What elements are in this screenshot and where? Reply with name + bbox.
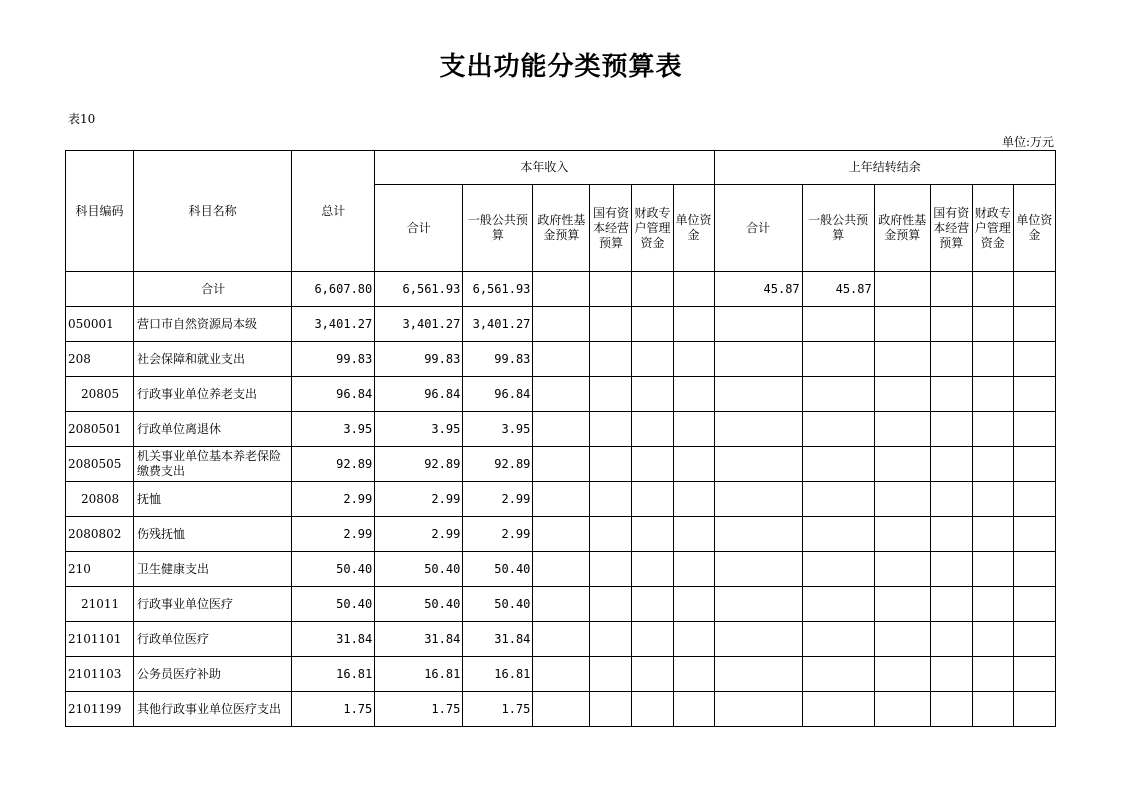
cell-ty-general: 2.99 [463,482,533,517]
cell-name: 合计 [134,272,292,307]
cell-ty-fiscal-special [632,342,673,377]
cell-ty-general: 16.81 [463,657,533,692]
cell-ly-gov-fund [874,692,930,727]
cell-ty-fiscal-special [632,657,673,692]
cell-ly-general [802,447,874,482]
cell-ly-gov-fund [874,342,930,377]
cell-ly-fiscal-special [972,342,1013,377]
cell-ty-state-capital [590,412,632,447]
cell-total: 2.99 [292,517,375,552]
cell-code: 2080505 [66,447,134,482]
cell-ly-gov-fund [874,657,930,692]
cell-ty-unit-fund [673,412,714,447]
cell-ly-state-capital [930,482,972,517]
cell-ly-unit-fund [1013,657,1055,692]
cell-ly-subtotal [714,307,802,342]
cell-ty-gov-fund [533,482,590,517]
table-row [66,692,1056,727]
cell-name: 伤残抚恤 [134,517,292,552]
cell-ty-general: 31.84 [463,622,533,657]
cell-ty-general: 99.83 [463,342,533,377]
cell-name: 其他行政事业单位医疗支出 [134,692,292,727]
cell-ty-gov-fund [533,342,590,377]
header-ly-state-capital: 国有资本经营预算 [930,185,972,272]
cell-ly-state-capital [930,657,972,692]
table-row [66,552,1056,587]
cell-code: 2101103 [66,657,134,692]
cell-ly-unit-fund [1013,517,1055,552]
cell-ly-subtotal [714,552,802,587]
cell-total: 6,607.80 [292,272,375,307]
cell-ly-general [802,342,874,377]
cell-ty-gov-fund [533,447,590,482]
header-ty-gov-fund: 政府性基金预算 [533,185,590,272]
cell-code: 2080802 [66,517,134,552]
cell-code: 208 [66,342,134,377]
cell-ty-fiscal-special [632,412,673,447]
cell-ly-fiscal-special [972,272,1013,307]
cell-name: 营口市自然资源局本级 [134,307,292,342]
cell-ly-fiscal-special [972,482,1013,517]
cell-name: 社会保障和就业支出 [134,342,292,377]
cell-ty-unit-fund [673,587,714,622]
cell-ly-state-capital [930,622,972,657]
cell-ty-subtotal: 16.81 [375,657,463,692]
cell-total: 31.84 [292,622,375,657]
cell-ty-gov-fund [533,517,590,552]
cell-ty-state-capital [590,342,632,377]
cell-ty-state-capital [590,377,632,412]
cell-total: 3,401.27 [292,307,375,342]
cell-ty-state-capital [590,587,632,622]
cell-ty-fiscal-special [632,272,673,307]
cell-ty-unit-fund [673,272,714,307]
cell-ly-unit-fund [1013,587,1055,622]
table-row [66,517,1056,552]
cell-ty-unit-fund [673,692,714,727]
cell-ty-state-capital [590,482,632,517]
cell-ly-state-capital [930,552,972,587]
cell-ly-gov-fund [874,552,930,587]
cell-ty-gov-fund [533,692,590,727]
cell-ty-fiscal-special [632,482,673,517]
cell-ty-general: 2.99 [463,517,533,552]
cell-ly-gov-fund [874,447,930,482]
cell-ty-unit-fund [673,517,714,552]
table-row [66,622,1056,657]
cell-ly-subtotal [714,342,802,377]
cell-ly-unit-fund [1013,692,1055,727]
cell-ly-subtotal [714,447,802,482]
cell-ty-state-capital [590,622,632,657]
cell-code: 210 [66,552,134,587]
cell-ly-subtotal [714,377,802,412]
table-row [66,272,1056,307]
table-row [66,412,1056,447]
cell-ly-gov-fund [874,272,930,307]
cell-ty-state-capital [590,657,632,692]
cell-ly-gov-fund [874,622,930,657]
cell-ly-fiscal-special [972,447,1013,482]
cell-ty-fiscal-special [632,447,673,482]
cell-ty-subtotal: 3.95 [375,412,463,447]
cell-ty-general: 96.84 [463,377,533,412]
cell-ty-fiscal-special [632,587,673,622]
table-number: 表10 [68,112,96,126]
cell-ty-subtotal: 3,401.27 [375,307,463,342]
table-row [66,587,1056,622]
cell-ty-general: 6,561.93 [463,272,533,307]
cell-ly-general [802,377,874,412]
cell-ly-state-capital [930,307,972,342]
cell-ty-state-capital [590,272,632,307]
cell-ly-subtotal [714,657,802,692]
table-row [66,377,1056,412]
cell-total: 2.99 [292,482,375,517]
cell-ty-gov-fund [533,272,590,307]
cell-ly-state-capital [930,342,972,377]
header-last-year: 上年结转结余 [714,151,1055,185]
cell-ty-gov-fund [533,657,590,692]
cell-ly-state-capital [930,692,972,727]
cell-ty-subtotal: 31.84 [375,622,463,657]
cell-ly-state-capital [930,412,972,447]
cell-ty-unit-fund [673,657,714,692]
header-this-year: 本年收入 [375,151,714,185]
header-ty-subtotal: 合计 [375,185,463,272]
cell-code: 2101199 [66,692,134,727]
cell-ty-unit-fund [673,482,714,517]
cell-ly-subtotal [714,587,802,622]
budget-table [65,150,1056,727]
cell-ty-general: 3,401.27 [463,307,533,342]
header-ty-fiscal-special: 财政专户管理资金 [632,185,673,272]
cell-ly-fiscal-special [972,517,1013,552]
cell-ty-subtotal: 2.99 [375,517,463,552]
cell-ly-state-capital [930,272,972,307]
cell-ty-unit-fund [673,342,714,377]
cell-ty-unit-fund [673,552,714,587]
cell-ly-general [802,692,874,727]
cell-ty-subtotal: 1.75 [375,692,463,727]
cell-ty-subtotal: 2.99 [375,482,463,517]
cell-name: 抚恤 [134,482,292,517]
cell-ty-subtotal: 99.83 [375,342,463,377]
cell-ty-subtotal: 50.40 [375,587,463,622]
cell-name: 行政事业单位养老支出 [134,377,292,412]
header-ty-state-capital: 国有资本经营预算 [590,185,632,272]
table-row [66,342,1056,377]
cell-ty-gov-fund [533,552,590,587]
cell-ly-unit-fund [1013,377,1055,412]
table-row [66,447,1056,482]
table-row [66,482,1056,517]
unit-label: 单位:万元 [1001,135,1054,149]
header-code: 科目编码 [66,151,134,272]
cell-ly-general [802,552,874,587]
cell-ty-state-capital [590,692,632,727]
cell-ty-unit-fund [673,377,714,412]
header-name: 科目名称 [134,151,292,272]
table-row [66,307,1056,342]
cell-ly-general [802,517,874,552]
cell-ty-state-capital [590,307,632,342]
cell-ty-fiscal-special [632,622,673,657]
cell-ly-state-capital [930,587,972,622]
header-ly-fiscal-special: 财政专户管理资金 [972,185,1013,272]
cell-total: 3.95 [292,412,375,447]
cell-ly-general: 45.87 [802,272,874,307]
header-ly-subtotal: 合计 [714,185,802,272]
header-ly-unit-fund: 单位资金 [1013,185,1055,272]
cell-code: 050001 [66,307,134,342]
cell-ty-gov-fund [533,587,590,622]
cell-name: 行政单位离退休 [134,412,292,447]
cell-ly-general [802,622,874,657]
cell-name: 行政事业单位医疗 [134,587,292,622]
cell-name: 卫生健康支出 [134,552,292,587]
cell-ty-gov-fund [533,377,590,412]
cell-code: 20805 [66,377,134,412]
cell-ty-state-capital [590,447,632,482]
cell-ty-general: 92.89 [463,447,533,482]
cell-ty-general: 3.95 [463,412,533,447]
cell-code: 21011 [66,587,134,622]
cell-ly-fiscal-special [972,307,1013,342]
cell-ly-unit-fund [1013,447,1055,482]
cell-ty-unit-fund [673,447,714,482]
header-ty-unit-fund: 单位资金 [673,185,714,272]
cell-ly-state-capital [930,377,972,412]
cell-ly-general [802,412,874,447]
cell-ty-fiscal-special [632,377,673,412]
cell-ty-fiscal-special [632,552,673,587]
cell-name: 机关事业单位基本养老保险缴费支出 [134,447,292,482]
cell-ty-general: 50.40 [463,587,533,622]
cell-ly-subtotal [714,517,802,552]
cell-ly-fiscal-special [972,587,1013,622]
cell-ly-unit-fund [1013,342,1055,377]
cell-ty-general: 1.75 [463,692,533,727]
cell-ly-fiscal-special [972,622,1013,657]
cell-ly-subtotal [714,412,802,447]
cell-ly-gov-fund [874,587,930,622]
cell-ly-unit-fund [1013,307,1055,342]
cell-ly-gov-fund [874,377,930,412]
cell-ly-fiscal-special [972,657,1013,692]
cell-ly-fiscal-special [972,412,1013,447]
cell-name: 行政单位医疗 [134,622,292,657]
cell-ly-fiscal-special [972,692,1013,727]
cell-ty-subtotal: 50.40 [375,552,463,587]
cell-name: 公务员医疗补助 [134,657,292,692]
cell-ly-subtotal [714,622,802,657]
cell-total: 1.75 [292,692,375,727]
header-ly-general: 一般公共预算 [802,185,874,272]
cell-ly-general [802,657,874,692]
header-ty-general: 一般公共预算 [463,185,533,272]
cell-ly-subtotal: 45.87 [714,272,802,307]
cell-ty-subtotal: 92.89 [375,447,463,482]
cell-total: 50.40 [292,552,375,587]
cell-ly-gov-fund [874,307,930,342]
cell-ty-subtotal: 96.84 [375,377,463,412]
cell-ty-state-capital [590,517,632,552]
cell-code: 2101101 [66,622,134,657]
cell-ly-fiscal-special [972,377,1013,412]
cell-ty-gov-fund [533,307,590,342]
cell-ty-fiscal-special [632,692,673,727]
cell-total: 16.81 [292,657,375,692]
header-ly-gov-fund: 政府性基金预算 [874,185,930,272]
cell-ty-subtotal: 6,561.93 [375,272,463,307]
cell-ty-unit-fund [673,622,714,657]
cell-ly-unit-fund [1013,552,1055,587]
cell-total: 50.40 [292,587,375,622]
cell-code [66,272,134,307]
cell-ly-general [802,307,874,342]
cell-code: 2080501 [66,412,134,447]
cell-ty-unit-fund [673,307,714,342]
cell-ty-general: 50.40 [463,552,533,587]
cell-total: 96.84 [292,377,375,412]
cell-ly-subtotal [714,482,802,517]
cell-ty-state-capital [590,552,632,587]
cell-code: 20808 [66,482,134,517]
cell-ly-unit-fund [1013,622,1055,657]
cell-ly-gov-fund [874,482,930,517]
cell-total: 92.89 [292,447,375,482]
cell-ly-subtotal [714,692,802,727]
cell-ty-fiscal-special [632,517,673,552]
cell-ly-general [802,587,874,622]
cell-ly-gov-fund [874,412,930,447]
cell-total: 99.83 [292,342,375,377]
cell-ly-unit-fund [1013,412,1055,447]
cell-ty-fiscal-special [632,307,673,342]
cell-ly-unit-fund [1013,272,1055,307]
cell-ly-state-capital [930,517,972,552]
cell-ty-gov-fund [533,622,590,657]
cell-ly-general [802,482,874,517]
cell-ly-gov-fund [874,517,930,552]
header-total: 总计 [292,151,375,272]
cell-ty-gov-fund [533,412,590,447]
cell-ly-unit-fund [1013,482,1055,517]
cell-ly-fiscal-special [972,552,1013,587]
page-title: 支出功能分类预算表 [439,52,683,82]
cell-ly-state-capital [930,447,972,482]
table-row [66,657,1056,692]
